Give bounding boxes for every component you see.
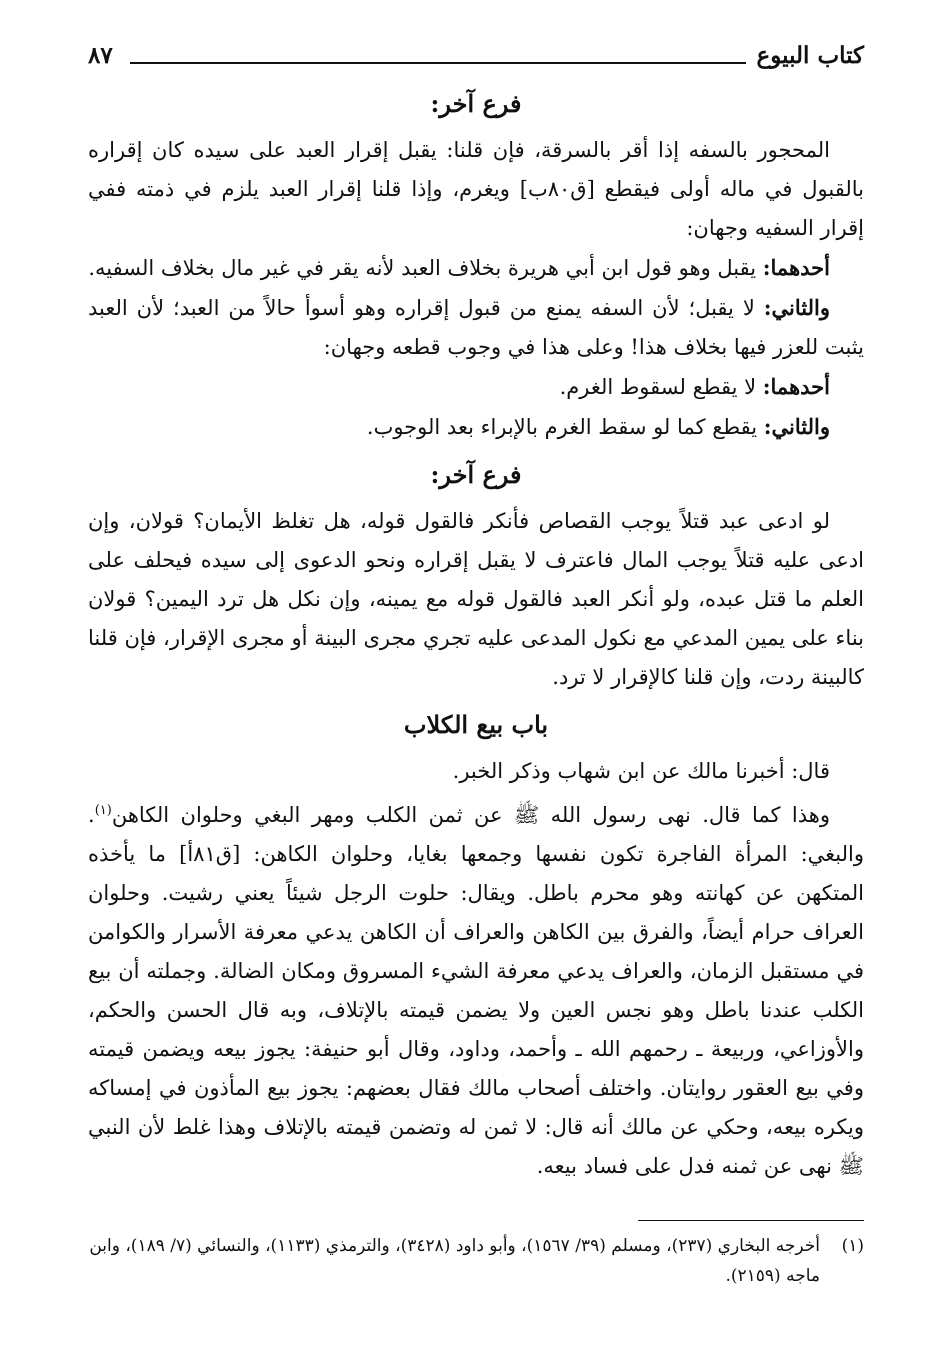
book-title: كتاب البيوع <box>756 42 864 69</box>
paragraph <box>88 367 864 407</box>
running-header <box>88 40 864 76</box>
paragraph-text: لو ادعى عبد قتلاً يوجب القصاص فأنكر فالقول قوله، هل تغلظ الأيمان؟ قولان، وإن ادعى عليه قتلاً يوجب المال فاعترف لا يقبل إقراره ونحو الدعوى إلى سيده فيحلف على العلم ما قتل عبده، ولو أنكر العبد فالقول قوله مع يمينه، وإن نكل هل ترد اليمين؟ قولان بناء على يمين المدعي مع نكول المدعى عليه تجري مجرى البينة أو مجرى الإقرار، فإن قلنا كالبينة ردت، وإن قلنا كالإقرار لا ترد. <box>88 509 864 689</box>
section-bab-bay-al-kilab <box>88 705 864 1186</box>
footnote-text: أخرجه البخاري (٢٣٧)، ومسلم (٣٩/ ١٥٦٧)، وأبو داود (٣٤٢٨)، والترمذي (١١٣٣)، والنسائي (٧/ ١٨٩)، وابن ماجه (٢١٥٩). <box>89 1236 820 1286</box>
footnote <box>88 1231 864 1291</box>
paragraph <box>88 130 864 248</box>
section-heading: فرع آخر: <box>430 89 522 118</box>
footnote-ref[interactable]: (١) <box>94 803 112 818</box>
paragraph-text: يقطع كما لو سقط الغرم بالإبراء بعد الوجوب. <box>366 415 764 439</box>
footnote-number: (١) <box>841 1236 864 1256</box>
paragraph <box>88 407 864 447</box>
paragraph <box>88 791 864 1186</box>
chapter-heading: باب بيع الكلاب <box>403 710 549 739</box>
paragraph <box>88 288 864 367</box>
paragraph-text: لا يقطع لسقوط الغرم. <box>559 375 763 399</box>
paragraph-lead: والثاني: <box>763 414 830 439</box>
paragraph-text: يقبل وهو قول ابن أبي هريرة بخلاف العبد لأنه يقر في غير مال بخلاف السفيه. <box>88 256 763 280</box>
paragraph <box>88 248 864 288</box>
paragraph <box>88 751 864 791</box>
section-heading: فرع آخر: <box>430 460 522 489</box>
paragraph-text: لا يقبل؛ لأن السفه يمنع من قبول إقراره وهو أسوأ حالاً من العبد؛ لأن العبد يثبت للعزر فيها بخلاف هذا! وعلى هذا في وجوب قطعه وجهان: <box>88 296 864 359</box>
paragraph <box>88 501 864 697</box>
footnote-rule <box>638 1220 864 1221</box>
paragraph-lead: أحدهما: <box>762 255 830 280</box>
page-number: ٨٧ <box>88 42 113 69</box>
header-rule <box>130 62 746 64</box>
paragraph-text-tail: . والبغي: المرأة الفاجرة تكون نفسها وجمعها بغايا، وحلوان الكاهن: [ق٨١أ] ما يأخذه المتكهن عن كهانته وهو محرم باطل. ويقال: حلوت الرجل شيئاً يعني رشيت. وحلوان العراف حرام أيضاً، والفرق بين الكاهن والعراف أن الكاهن يدعي معرفة الأسرار والكوامن في مستقبل الزمان، والعراف يدعي معرفة الشيء المسروق ومكان الضالة. وجملته أن بيع الكلب عندنا باطل وهو نجس العين ولا يضمن قيمته بالإتلاف، وبه قال الحسن والحكم، والأوزاعي، وربيعة ـ رحمهم الله ـ وأحمد، وداود، وقال أبو حنيفة: يجوز بيعه ويضمن قيمته وفي بيع العقور روايتان. واختلف أصحاب مالك فقال بعضهم: يجوز بيع المأذون في إمساكه ويكره بيعه، وحكي عن مالك أنه قال: لا ثمن له وتضمن قيمته بالإتلاف وهذا غلط لأن النبي ﷺ نهى عن ثمنه فدل على فساد بيعه. <box>88 803 864 1178</box>
paragraph-text: وهذا كما قال. نهى رسول الله ﷺ عن ثمن الكلب ومهر البغي وحلوان الكاهن <box>111 803 830 827</box>
paragraph-lead: أحدهما: <box>762 374 830 399</box>
section-far-akhar-1 <box>88 84 864 447</box>
section-far-akhar-2 <box>88 455 864 697</box>
book-page <box>88 40 864 1291</box>
paragraph-lead: والثاني: <box>763 295 830 320</box>
paragraph-text: قال: أخبرنا مالك عن ابن شهاب وذكر الخبر. <box>452 759 830 783</box>
paragraph-text: المحجور بالسفه إذا أقر بالسرقة، فإن قلنا: يقبل إقرار العبد على سيده كان إقراره بالقبول في ماله أولى فيقطع [ق٨٠ب] ويغرم، وإذا قلنا إقرار العبد يلزم في ذمته ففي إقرار السفيه وجهان: <box>88 138 865 240</box>
